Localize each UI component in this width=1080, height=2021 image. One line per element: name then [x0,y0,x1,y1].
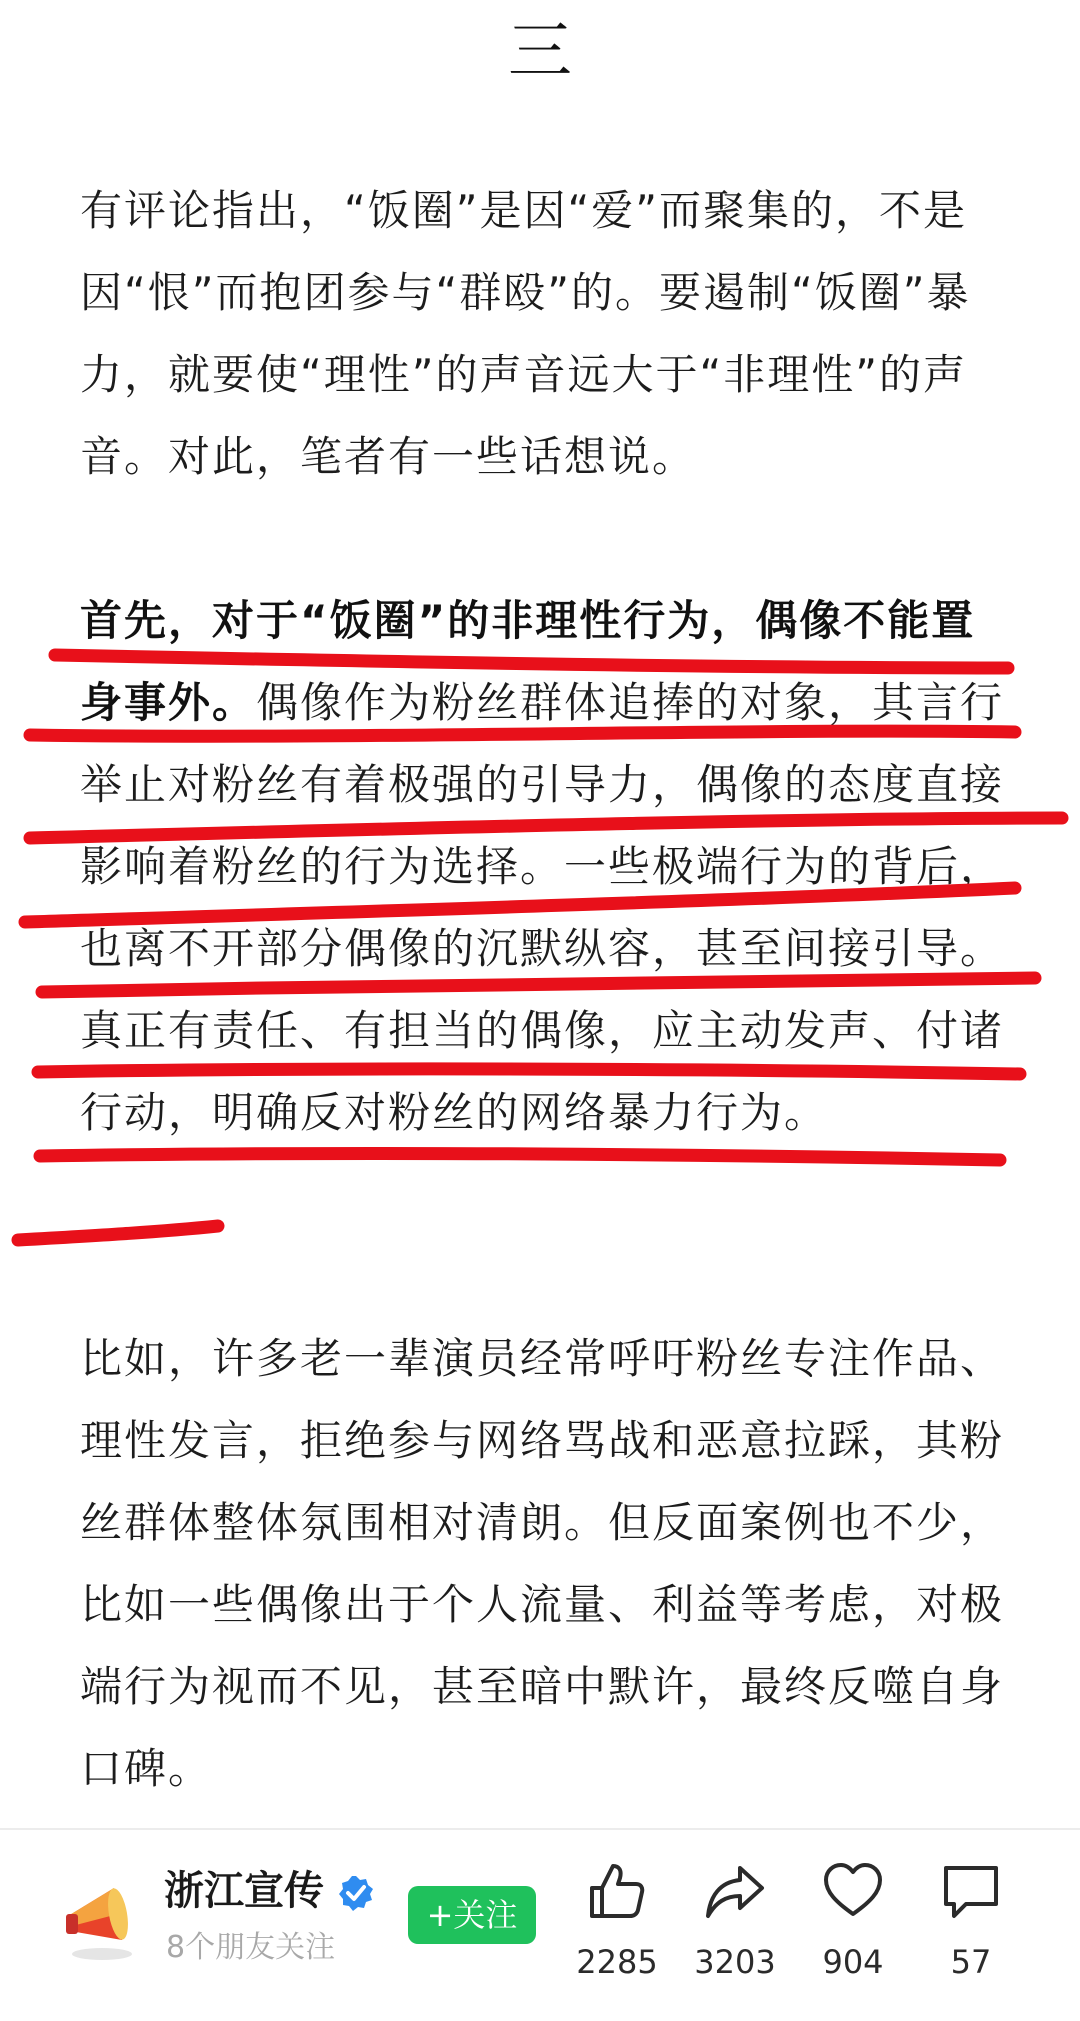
megaphone-avatar-icon[interactable] [62,1874,136,1964]
article-paragraph-2 [80,580,1010,1154]
share-count: 3203 [694,1943,776,1981]
friends-following-count: 8个朋友关注 [166,1930,336,1965]
favorite-action[interactable] [798,1860,908,1980]
comment-action[interactable] [916,1860,1026,1980]
thumbs-up-icon[interactable] [586,1860,648,1922]
share-arrow-icon[interactable] [704,1860,766,1922]
share-action[interactable] [680,1860,790,1980]
section-heading: 三 [508,15,572,89]
favorite-count: 904 [822,1943,884,1981]
article-paragraph-1: 有评论指出，“饭圈”是因“爱”而聚集的，不是因“恨”而抱团参与“群殴”的。要遏制“饭圈”暴力，就要使“理性”的声音远大于“非理性”的声音。对此，笔者有一些话想说。 [80,186,971,481]
underline-stroke-7 [40,1153,1000,1160]
account-name[interactable]: 浙江宣传 [164,1868,324,1914]
like-count: 2285 [576,1943,658,1981]
article-paragraph-2-body: 偶像作为粉丝群体追捧的对象，其言行举止对粉丝有着极强的引导力，偶像的态度直接影响着粉丝的行为选择。一些极端行为的背后，也离不开部分偶像的沉默纵容，甚至间接引导。真正有责任、有担当的偶像，应主动发声、付诸行动，明确反对粉丝的网络暴力行为。 [80,678,1005,1137]
bottom-action-bar [0,1828,1080,2021]
article-paragraph-3: 比如，许多老一辈演员经常呼吁粉丝专注作品、理性发言，拒绝参与网络骂战和恶意拉踩，其粉丝群体整体氛围相对清朗。但反面案例也不少，比如一些偶像出于个人流量、利益等考虑，对极端行为视而不见，甚至暗中默许，最终反噬自身口碑。 [80,1334,1005,1793]
comment-count: 57 [950,1943,992,1981]
underline-stroke-8 [18,1226,218,1240]
follow-button[interactable]: +关注 [408,1886,536,1944]
heart-icon[interactable] [822,1860,884,1922]
article-paragraph-2-bold-lead: 首先，对于“饭圈”的非理性行为，偶像不能置身事外。 [80,596,976,727]
like-action[interactable] [562,1860,672,1980]
verified-badge-icon [337,1874,375,1912]
comment-bubble-icon[interactable] [940,1860,1002,1922]
